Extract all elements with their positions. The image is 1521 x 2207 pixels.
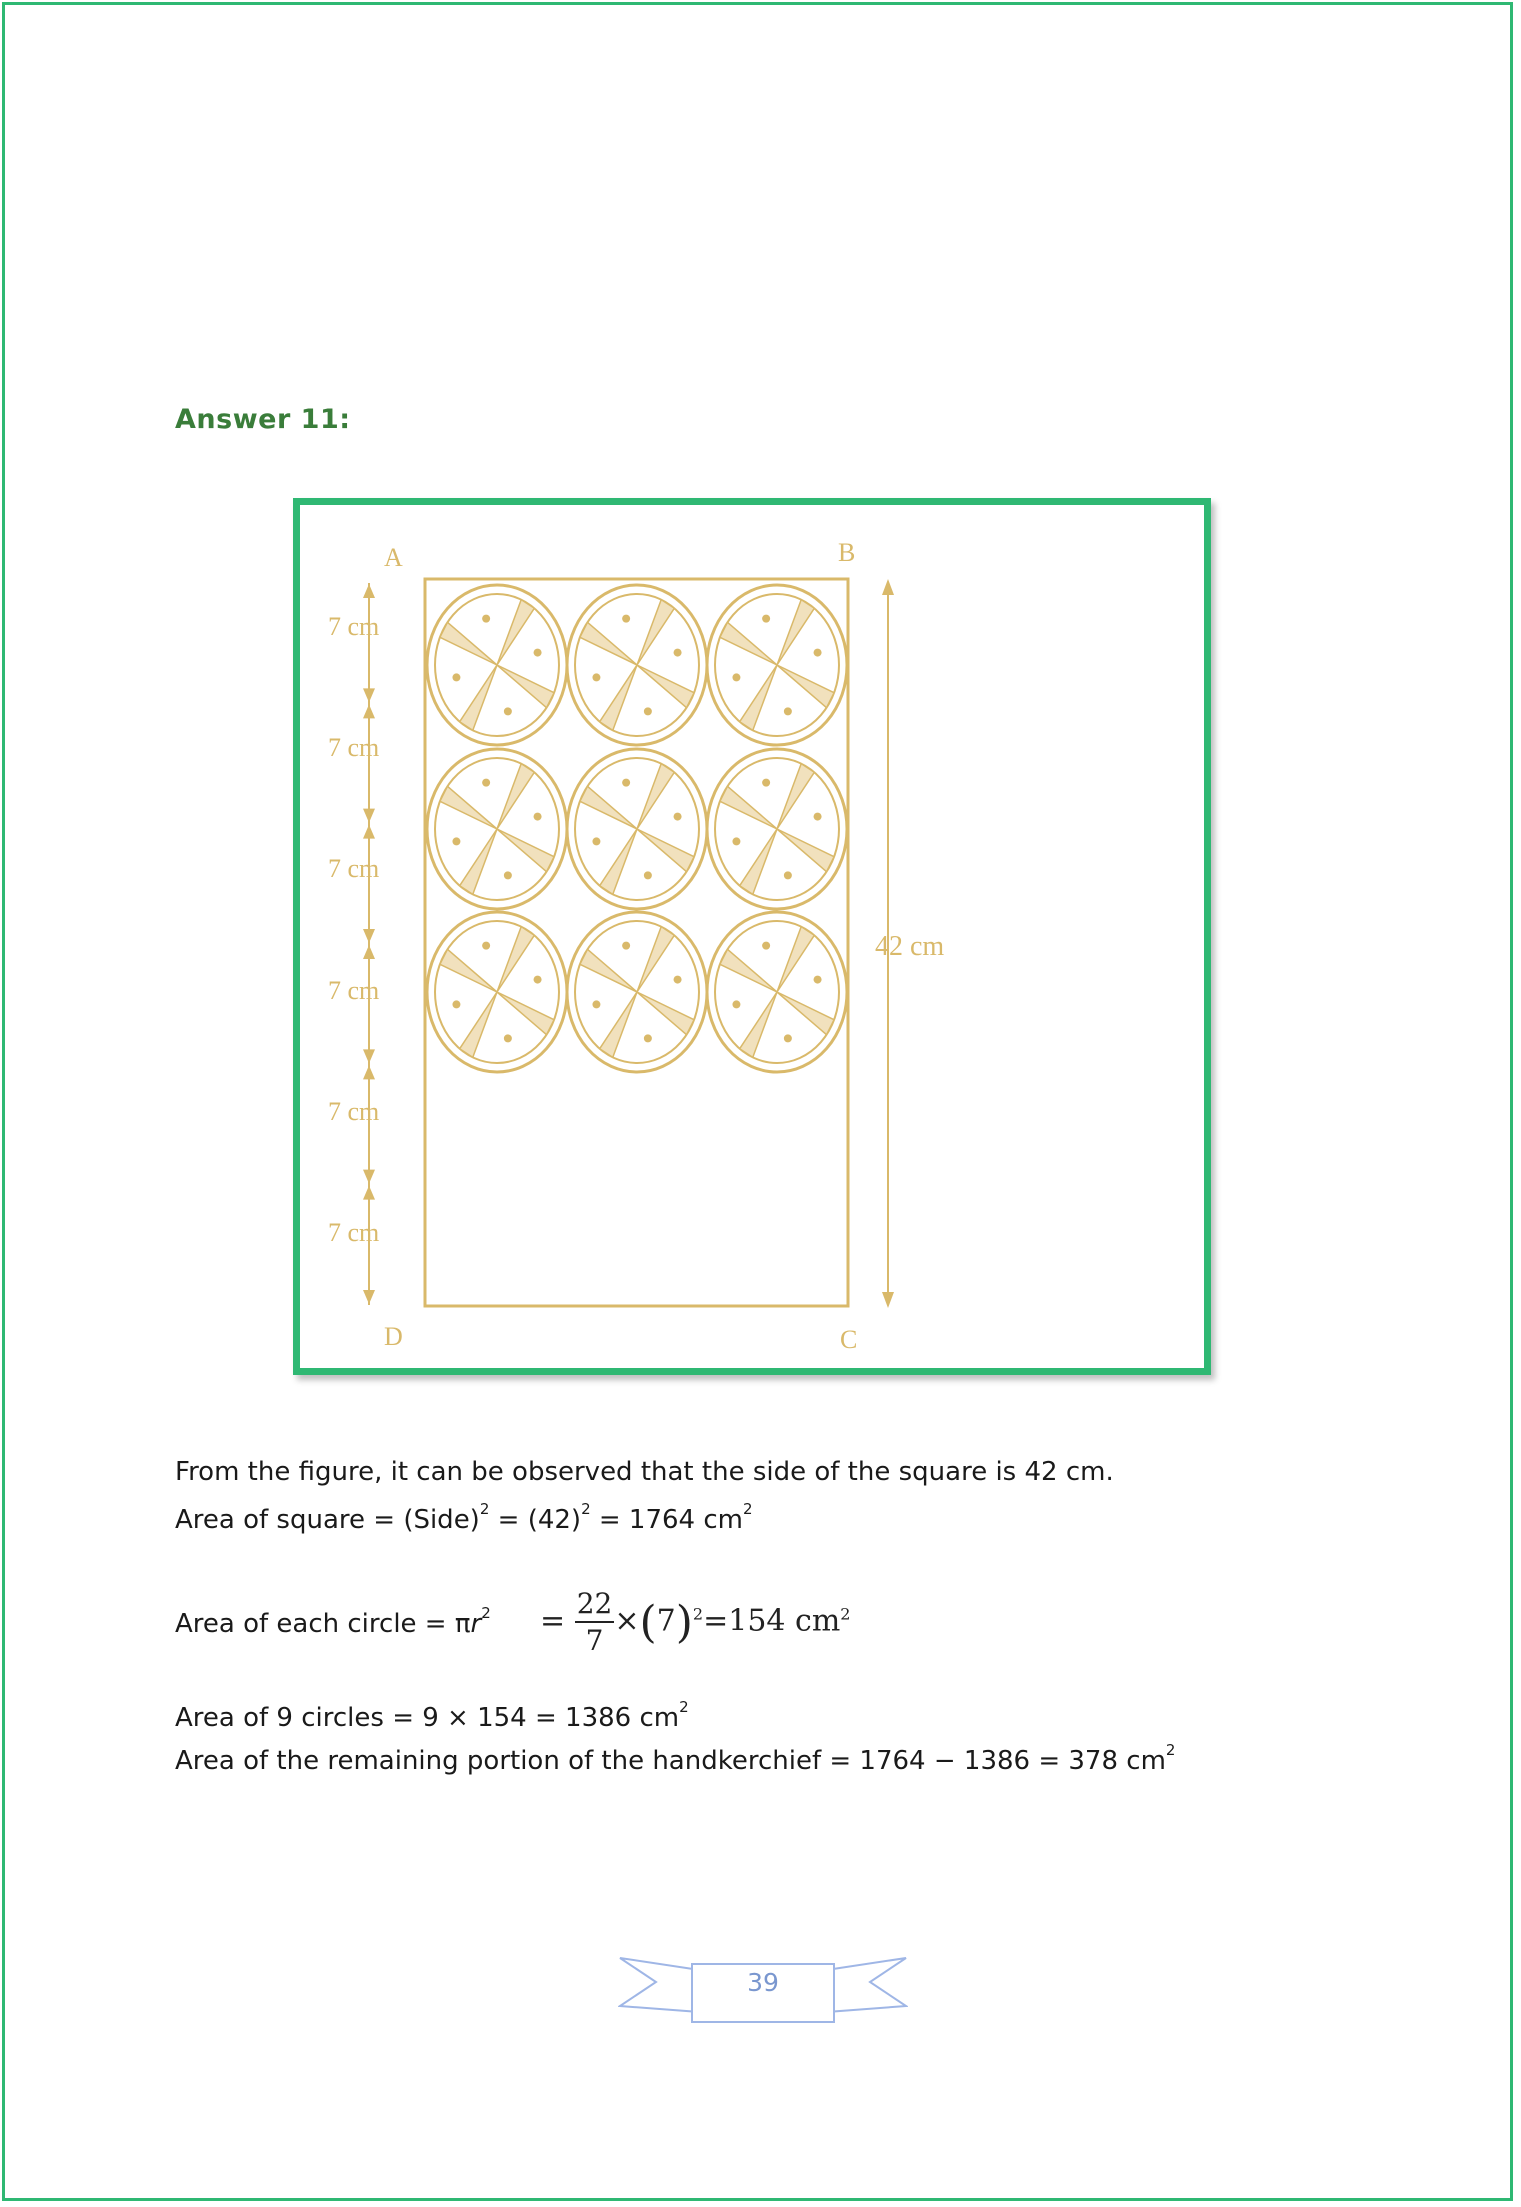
- circle-dot: [732, 673, 740, 681]
- circle-dot: [784, 1034, 792, 1042]
- circle-7: [427, 912, 567, 1072]
- circle-dot: [452, 1000, 460, 1008]
- formula-numerator: 22: [575, 1590, 615, 1623]
- left-arrow-down: [363, 1170, 375, 1184]
- segment-label-4: 7 cm: [328, 976, 380, 1005]
- left-arrow-up: [363, 704, 375, 718]
- formula-seven: 7: [656, 1603, 676, 1639]
- circle-dot: [674, 813, 682, 821]
- circle-dot: [452, 673, 460, 681]
- line2-sup3: 2: [742, 1500, 753, 1519]
- line4-sup: 2: [679, 1698, 689, 1717]
- circle-9: [707, 912, 847, 1072]
- line2-sup2: 2: [581, 1500, 591, 1519]
- line3-sup: 2: [481, 1604, 491, 1623]
- circle-6: [707, 749, 847, 909]
- circle-dot: [504, 871, 512, 879]
- solution-line-3: [175, 1604, 491, 1639]
- circle-dot: [814, 649, 822, 657]
- line2-rest: = 1764 cm: [590, 1505, 743, 1535]
- circle-dot: [762, 942, 770, 950]
- circle-dot: [644, 1034, 652, 1042]
- left-arrow-down: [363, 1290, 375, 1304]
- circle-dot: [732, 1000, 740, 1008]
- circle-dot: [762, 615, 770, 623]
- formula-result-sup: 2: [840, 1604, 851, 1624]
- circle-dot: [644, 707, 652, 715]
- solution-line-1: From the figure, it can be observed that the side of the square is 42 cm.: [175, 1457, 1114, 1487]
- circle-8: [567, 912, 707, 1072]
- corner-label-c: C: [840, 1325, 858, 1354]
- line5-sup: 2: [1165, 1741, 1176, 1760]
- right-arrow-top: [882, 579, 894, 595]
- solution-line-2: [175, 1500, 753, 1535]
- page-number: 39: [747, 1968, 779, 1997]
- line2-mid: = (42): [489, 1505, 582, 1535]
- circle-dot: [762, 779, 770, 787]
- circle-3: [707, 585, 847, 745]
- segment-label-6: 7 cm: [328, 1218, 380, 1247]
- circle-dot: [732, 837, 740, 845]
- circle-dot: [534, 649, 542, 657]
- circle-4: [427, 749, 567, 909]
- left-arrow-down: [363, 929, 375, 943]
- left-arrow-up: [363, 584, 375, 598]
- circle-dot: [622, 615, 630, 623]
- line2-prefix: Area of square = (Side): [175, 1505, 480, 1535]
- segment-label-2: 7 cm: [328, 733, 380, 762]
- formula-paren-close: ): [675, 1597, 693, 1648]
- page-number-ribbon: [618, 1950, 908, 2034]
- circle-1: [427, 585, 567, 745]
- line3-prefix: Area of each circle = π: [175, 1609, 471, 1639]
- circle-2: [567, 585, 707, 745]
- circle-dot: [534, 813, 542, 821]
- left-arrow-down: [363, 688, 375, 702]
- left-arrow-up: [363, 945, 375, 959]
- circle-dot: [504, 1034, 512, 1042]
- left-arrow-up: [363, 1065, 375, 1079]
- circle-dot: [622, 942, 630, 950]
- left-arrow-up: [363, 825, 375, 839]
- line4-text: Area of 9 circles = 9 × 154 = 1386 cm: [175, 1703, 680, 1733]
- formula-times: ×: [614, 1603, 640, 1639]
- formula-denominator: 7: [585, 1624, 604, 1657]
- left-arrow-up: [363, 1186, 375, 1200]
- formula-sup: 2: [692, 1604, 704, 1624]
- handkerchief-figure: [293, 498, 1211, 1375]
- formula-eq: =: [540, 1603, 566, 1639]
- formula-result: =154 cm: [703, 1603, 841, 1639]
- circle-dot: [534, 976, 542, 984]
- solution-line-5: [175, 1741, 1176, 1776]
- circle-dot: [592, 1000, 600, 1008]
- circle-dot: [674, 976, 682, 984]
- corner-label-d: D: [384, 1322, 403, 1351]
- circle-dot: [592, 673, 600, 681]
- circle-dot: [814, 976, 822, 984]
- circle-dot: [784, 707, 792, 715]
- circle-area-formula: [540, 1587, 851, 1657]
- side-label: 42 cm: [875, 931, 945, 962]
- handkerchief-diagram: [300, 505, 1204, 1368]
- circle-dot: [482, 615, 490, 623]
- circle-dot: [622, 779, 630, 787]
- segment-label-1: 7 cm: [328, 612, 380, 641]
- formula-fraction: [575, 1587, 615, 1657]
- segment-label-3: 7 cm: [328, 854, 380, 883]
- line5-text: Area of the remaining portion of the handkerchief = 1764 − 1386 = 378 cm: [175, 1746, 1166, 1776]
- left-arrow-down: [363, 1049, 375, 1063]
- circle-dot: [592, 837, 600, 845]
- circle-dot: [504, 707, 512, 715]
- corner-label-a: A: [384, 543, 403, 572]
- circle-5: [567, 749, 707, 909]
- right-arrow-bottom: [882, 1292, 894, 1308]
- circle-dot: [644, 871, 652, 879]
- corner-label-b: B: [838, 538, 856, 567]
- circle-dot: [452, 837, 460, 845]
- circle-dot: [814, 813, 822, 821]
- segment-label-5: 7 cm: [328, 1097, 380, 1126]
- line3-var: r: [470, 1609, 482, 1639]
- circle-dot: [784, 871, 792, 879]
- solution-line-4: [175, 1698, 689, 1733]
- circle-dot: [482, 779, 490, 787]
- line2-sup1: 2: [479, 1500, 490, 1519]
- circle-dot: [674, 649, 682, 657]
- circle-dot: [482, 942, 490, 950]
- formula-paren-open: (: [639, 1597, 657, 1648]
- answer-heading: Answer 11:: [175, 404, 351, 435]
- left-arrow-down: [363, 809, 375, 823]
